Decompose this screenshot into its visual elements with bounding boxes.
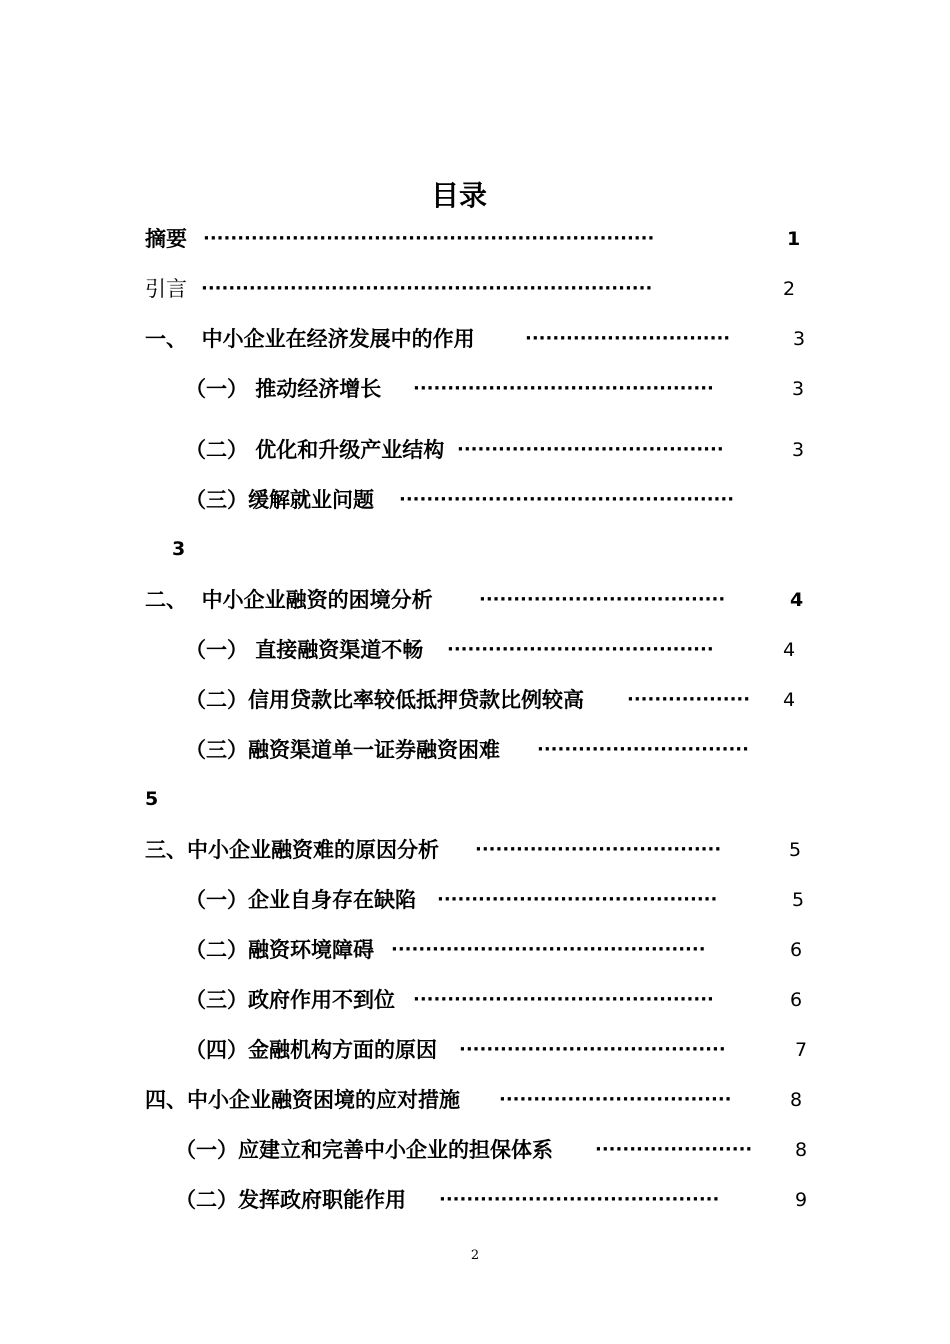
toc-entry-page: 6	[790, 939, 803, 961]
toc-entry-page: 9	[795, 1189, 808, 1211]
toc-entry-page: 3	[792, 439, 805, 461]
toc-title: 目录	[430, 179, 487, 212]
toc-leader: ·······································	[457, 439, 724, 460]
toc-entry-label: （二） 优化和升级产业结构	[185, 438, 445, 462]
toc-entry-page: 8	[790, 1089, 803, 1111]
toc-entry[interactable]	[145, 836, 805, 864]
toc-entry-page: 5	[145, 788, 159, 810]
toc-leader: ····································	[479, 589, 726, 610]
toc-leader: ··································	[499, 1089, 732, 1110]
toc-leader: ··················	[627, 689, 751, 710]
toc-entry-page: 1	[787, 228, 801, 250]
toc-entry-label: （二）融资环境障碍	[185, 938, 374, 962]
toc-entry[interactable]	[185, 686, 805, 714]
toc-entry-label: 一、 中小企业在经济发展中的作用	[145, 327, 475, 351]
toc-entry[interactable]	[185, 636, 805, 664]
toc-leader: ··································································	[203, 228, 655, 249]
toc-leader: ·······················	[595, 1139, 753, 1160]
toc-entry-page: 4	[790, 589, 804, 611]
toc-entry[interactable]	[185, 936, 805, 964]
toc-entry-page: 7	[795, 1039, 808, 1061]
toc-entry-page: 4	[783, 689, 796, 711]
toc-entry-label: （二）发挥政府职能作用	[175, 1188, 406, 1212]
toc-entry[interactable]	[145, 586, 805, 614]
toc-leader: ··············································	[391, 939, 706, 960]
toc-entry[interactable]	[145, 275, 805, 303]
toc-entry-label: （二）信用贷款比率较低抵押贷款比例较高	[185, 688, 584, 712]
toc-entry[interactable]	[185, 886, 805, 914]
toc-entry-page: 2	[783, 278, 796, 300]
toc-entry-label: （一）企业自身存在缺陷	[185, 888, 416, 912]
toc-entry-label: 摘要	[145, 227, 187, 251]
toc-entry[interactable]	[145, 325, 805, 353]
toc-leader: ············································	[413, 989, 714, 1010]
toc-entry-page: 4	[783, 639, 796, 661]
toc-entry-label: （三）政府作用不到位	[185, 988, 395, 1012]
toc-entry-label: （三）融资渠道单一证券融资困难	[185, 738, 500, 762]
toc-leader: ·······························	[537, 739, 749, 760]
toc-leader: ·······································	[459, 1039, 726, 1060]
toc-leader: ······························	[525, 328, 731, 349]
toc-entry[interactable]	[185, 986, 805, 1014]
toc-entry-page: 5	[789, 839, 802, 861]
toc-entry-page: 3	[172, 538, 186, 560]
toc-entry-label: （一） 直接融资渠道不畅	[185, 638, 424, 662]
toc-entry[interactable]	[145, 225, 805, 253]
toc-entry-page: 6	[790, 989, 803, 1011]
toc-leader: ·········································	[437, 889, 718, 910]
toc-entry[interactable]	[175, 1136, 808, 1164]
toc-leader: ·······································	[447, 639, 714, 660]
toc-entry-page: 3	[792, 378, 805, 400]
toc-entry[interactable]	[185, 736, 805, 764]
toc-leader: ·················································	[399, 489, 735, 510]
page-number-footer: 2	[470, 1248, 480, 1263]
toc-entry-label: 三、中小企业融资难的原因分析	[145, 838, 439, 862]
toc-entry-label: （一）应建立和完善中小企业的担保体系	[175, 1138, 553, 1162]
toc-entry-label: （四）金融机构方面的原因	[185, 1038, 437, 1062]
toc-entry[interactable]	[185, 1036, 808, 1064]
toc-entry[interactable]	[175, 1186, 808, 1214]
toc-leader: ·········································	[439, 1189, 720, 1210]
toc-entry-label: （一） 推动经济增长	[185, 377, 382, 401]
toc-entry-label: 四、中小企业融资困境的应对措施	[145, 1088, 460, 1112]
toc-entry-label: 引言	[145, 277, 187, 301]
toc-entry-page: 3	[793, 328, 806, 350]
toc-entry[interactable]	[145, 1086, 805, 1114]
toc-entry-label: （三）缓解就业问题	[185, 488, 374, 512]
toc-entry-page: 5	[792, 889, 805, 911]
toc-entry-label: 二、 中小企业融资的困境分析	[145, 588, 433, 612]
toc-entry[interactable]	[185, 375, 805, 403]
toc-entry-page: 8	[795, 1139, 808, 1161]
toc-entry[interactable]	[185, 436, 805, 464]
toc-entry[interactable]	[185, 486, 805, 514]
toc-leader: ····································	[475, 839, 722, 860]
toc-leader: ············································	[413, 378, 714, 399]
toc-leader: ··································································	[201, 278, 653, 299]
